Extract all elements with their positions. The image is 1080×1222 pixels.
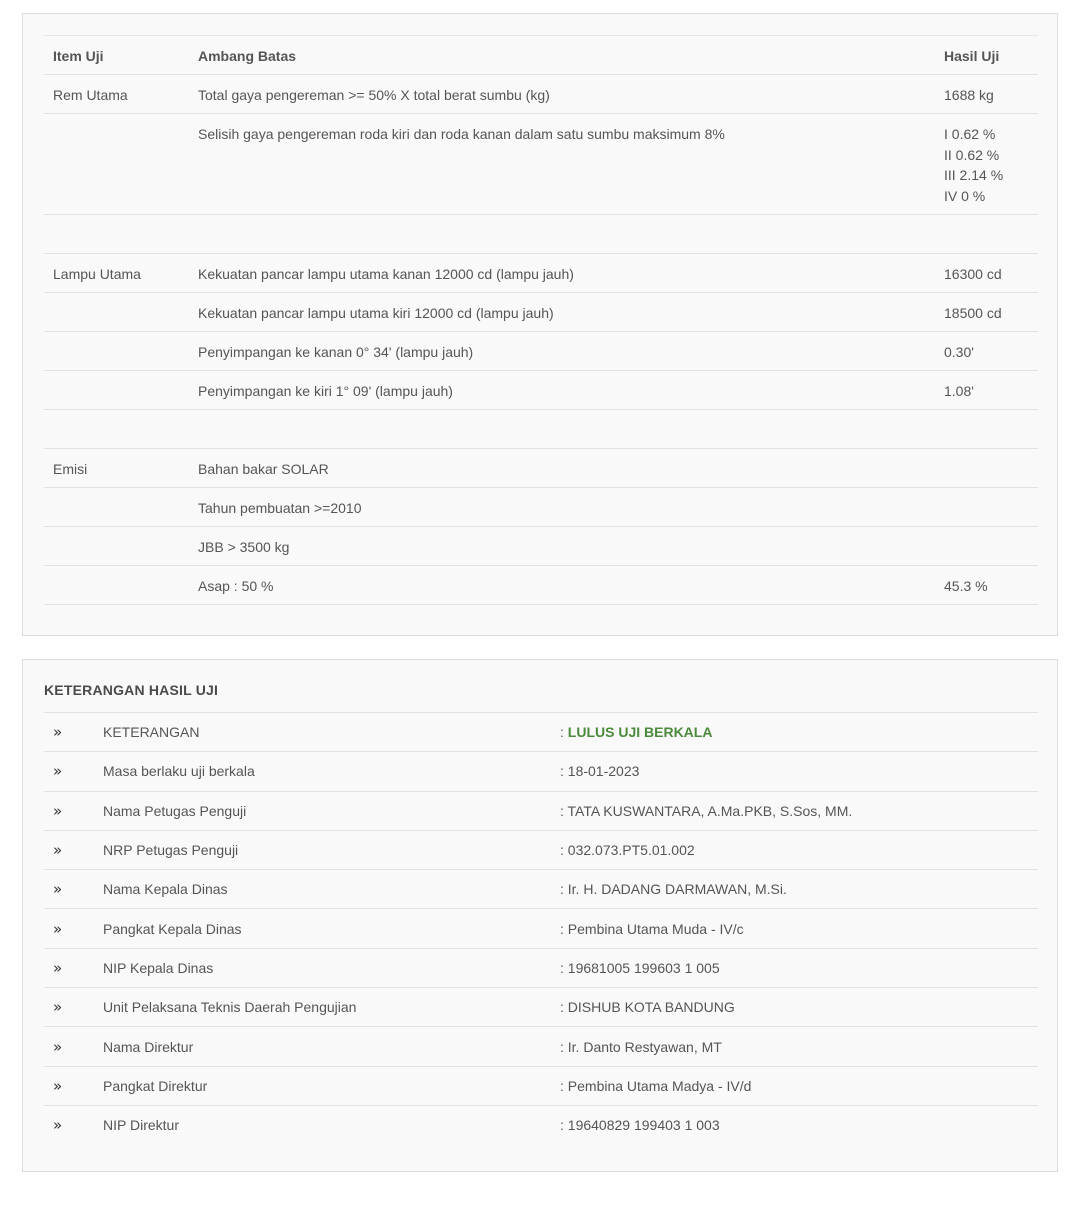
result-cell: 18500 cd (935, 293, 1038, 332)
table-row (44, 254, 1038, 293)
info-value: : 19681005 199603 1 005 (551, 948, 1038, 987)
info-label: Nama Direktur (94, 1027, 551, 1066)
info-row (44, 1066, 1038, 1105)
axle-result: IV 0 % (944, 187, 986, 204)
table-row (44, 75, 1038, 114)
threshold-cell: Total gaya pengereman >= 50% X total berat sumbu (kg) (189, 75, 935, 114)
double-chevron-right-icon: » (53, 762, 63, 781)
double-chevron-right-icon: » (53, 1116, 63, 1135)
info-label: Masa berlaku uji berkala (94, 752, 551, 791)
status-badge: LULUS UJI BERKALA (567, 724, 713, 741)
result-cell (935, 488, 1038, 527)
double-chevron-right-icon: » (53, 880, 63, 899)
axle-result: II 0.62 % (944, 146, 1000, 163)
info-value: : Ir. Danto Restyawan, MT (551, 1027, 1038, 1066)
info-label: Pangkat Kepala Dinas (94, 909, 551, 948)
info-row (44, 909, 1038, 948)
axle-result: III 2.14 % (944, 167, 1004, 183)
info-row (44, 948, 1038, 987)
info-value: : LULUS UJI BERKALA (551, 713, 1038, 752)
table-header-row (44, 36, 1038, 75)
item-rem-utama: Rem Utama (44, 75, 189, 114)
item-cell-empty (44, 527, 189, 566)
info-value: : Ir. H. DADANG DARMAWAN, M.Si. (551, 870, 1038, 909)
info-value: : TATA KUSWANTARA, A.Ma.PKB, S.Sos, MM. (551, 791, 1038, 830)
info-value: : 19640829 199403 1 003 (551, 1105, 1038, 1144)
table-row (44, 293, 1038, 332)
table-row (44, 371, 1038, 410)
table-row (44, 449, 1038, 488)
double-chevron-right-icon: » (53, 801, 63, 820)
table-row (44, 114, 1038, 215)
item-cell-empty (44, 332, 189, 371)
item-cell-empty (44, 114, 189, 215)
threshold-cell: Kekuatan pancar lampu utama kanan 12000 cd (lampu jauh) (189, 254, 935, 293)
table-row (44, 527, 1038, 566)
info-value: : Pembina Utama Muda - IV/c (551, 909, 1038, 948)
test-results-table (44, 35, 1038, 605)
result-cell: 45.3 % (935, 566, 1038, 605)
info-label: NRP Petugas Penguji (94, 830, 551, 869)
table-row (44, 566, 1038, 605)
threshold-cell: Asap : 50 % (189, 566, 935, 605)
info-value: : Pembina Utama Madya - IV/d (551, 1066, 1038, 1105)
double-chevron-right-icon: » (53, 723, 63, 742)
double-chevron-right-icon: » (53, 1076, 63, 1095)
info-value: : 18-01-2023 (551, 752, 1038, 791)
result-cell: 16300 cd (935, 254, 1038, 293)
double-chevron-right-icon: » (53, 841, 63, 860)
threshold-cell: Bahan bakar SOLAR (189, 449, 935, 488)
header-ambang-batas: Ambang Batas (189, 36, 935, 75)
spacer-row (44, 410, 1038, 449)
test-info-table (44, 712, 1038, 1145)
table-row (44, 488, 1038, 527)
info-label: NIP Direktur (94, 1105, 551, 1144)
info-value: : 032.073.PT5.01.002 (551, 830, 1038, 869)
item-cell-empty (44, 371, 189, 410)
info-label: Nama Petugas Penguji (94, 791, 551, 830)
threshold-cell: Kekuatan pancar lampu utama kiri 12000 cd (lampu jauh) (189, 293, 935, 332)
result-cell (935, 527, 1038, 566)
section-title: KETERANGAN HASIL UJI (44, 682, 219, 698)
threshold-cell: JBB > 3500 kg (189, 527, 935, 566)
info-label: KETERANGAN (94, 713, 551, 752)
info-row (44, 1105, 1038, 1144)
double-chevron-right-icon: » (53, 1037, 63, 1056)
double-chevron-right-icon: » (53, 958, 63, 977)
info-label: NIP Kepala Dinas (94, 948, 551, 987)
item-cell-empty (44, 566, 189, 605)
result-cell: 0.30' (935, 332, 1038, 371)
table-row (44, 332, 1038, 371)
header-hasil-uji: Hasil Uji (935, 36, 1038, 75)
double-chevron-right-icon: » (53, 919, 63, 938)
info-label: Pangkat Direktur (94, 1066, 551, 1105)
header-item-uji: Item Uji (44, 36, 189, 75)
info-row (44, 988, 1038, 1027)
threshold-cell: Penyimpangan ke kanan 0° 34' (lampu jauh) (189, 332, 935, 371)
info-row (44, 1027, 1038, 1066)
info-row (44, 870, 1038, 909)
threshold-cell: Penyimpangan ke kiri 1° 09' (lampu jauh) (189, 371, 935, 410)
item-lampu-utama: Lampu Utama (44, 254, 189, 293)
info-row (44, 713, 1038, 752)
info-row (44, 791, 1038, 830)
result-cell-axles (935, 114, 1038, 215)
item-cell-empty (44, 488, 189, 527)
result-cell: 1.08' (935, 371, 1038, 410)
item-cell-empty (44, 293, 189, 332)
info-label: Unit Pelaksana Teknis Daerah Pengujian (94, 988, 551, 1027)
result-cell: 1688 kg (935, 75, 1038, 114)
result-cell (935, 449, 1038, 488)
spacer-row (44, 215, 1038, 254)
axle-result: I 0.62 % (944, 126, 996, 142)
info-value: : DISHUB KOTA BANDUNG (551, 988, 1038, 1027)
threshold-cell: Tahun pembuatan >=2010 (189, 488, 935, 527)
threshold-cell: Selisih gaya pengereman roda kiri dan roda kanan dalam satu sumbu maksimum 8% (189, 114, 935, 215)
info-row (44, 752, 1038, 791)
test-results-panel (22, 13, 1058, 636)
test-info-panel (22, 659, 1058, 1172)
double-chevron-right-icon: » (53, 998, 63, 1017)
item-emisi: Emisi (44, 449, 189, 488)
info-label: Nama Kepala Dinas (94, 870, 551, 909)
info-row (44, 830, 1038, 869)
